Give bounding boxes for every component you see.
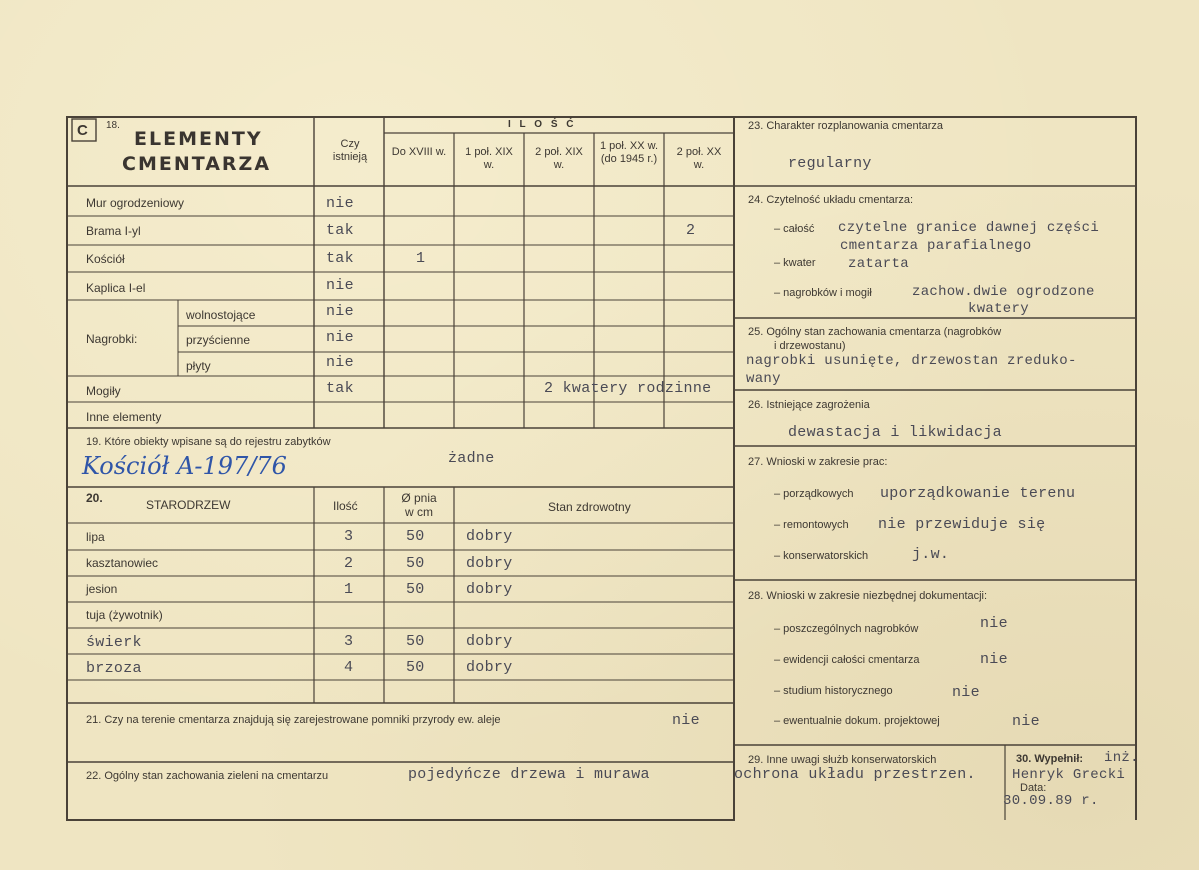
col-tree-count-header: Ilość (333, 499, 358, 513)
section-19-label: 19. Które obiekty wpisane są do rejestru zabytków (86, 436, 331, 448)
col-tree-diameter-header-2: w cm (405, 505, 433, 519)
row-exists-brama: tak (326, 222, 354, 239)
row-exists-kaplica: nie (326, 277, 354, 294)
section-30-date-value: 30.09.89 r. (1003, 793, 1099, 809)
nagrobki-sub-plyty: płyty (186, 359, 211, 373)
section-c-mark: C (77, 122, 88, 139)
tree-health-jesion: dobry (466, 581, 513, 598)
section-24-kwater-label: – kwater (774, 257, 816, 269)
section-24-calosc-value-2: cmentarza parafialnego (840, 238, 1032, 254)
section-30-label: 30. Wypełnił: (1016, 753, 1084, 765)
tree-diameter-jesion: 50 (406, 581, 425, 598)
row-exists-mur: nie (326, 195, 354, 212)
nagrobki-sub-przyscienne: przyścienne (186, 333, 251, 347)
row-label-mur: Mur ogrodzeniowy (86, 196, 185, 210)
row-mogily-note: 2 kwatery rodzinne (544, 380, 712, 397)
nagrobki-exists-wolnostojace: nie (326, 303, 354, 320)
nagrobki-label: Nagrobki: (86, 332, 138, 346)
section-28-item-label-2: – studium historycznego (774, 685, 893, 697)
tree-health-kasztanowiec: dobry (466, 555, 513, 572)
section-28-item-label-0: – poszczególnych nagrobków (774, 623, 919, 635)
section-29-label: 29. Inne uwagi służb konserwatorskich (748, 754, 937, 766)
tree-diameter-lipa: 50 (406, 528, 425, 545)
nagrobki-exists-przyscienne: nie (326, 329, 354, 346)
tree-name-brzoza: brzoza (86, 660, 142, 677)
section-30-value-2: Henryk Grecki (1012, 767, 1126, 783)
row-label-inne: Inne elementy (86, 410, 162, 424)
section-24-kwater-value: zatarta (848, 256, 909, 272)
tree-count-swierk: 3 (344, 633, 354, 650)
section-28-item-value-1: nie (980, 651, 1008, 668)
section-23-label: 23. Charakter rozplanowania cmentarza (748, 120, 944, 132)
row-kosciol-count-xviii: 1 (416, 250, 426, 267)
section-24-nagrobkow-value-2: kwatery (968, 301, 1029, 317)
section-24-nagrobkow-label: – nagrobków i mogił (774, 287, 872, 299)
section-20-title: STARODRZEW (146, 498, 231, 512)
row-brama-count-2pol-xx: 2 (686, 222, 696, 239)
tree-name-kasztanowiec: kasztanowiec (86, 556, 159, 570)
tree-count-brzoza: 4 (344, 659, 354, 676)
section-20-number: 20. (86, 491, 103, 505)
section-25-label-2: i drzewostanu) (774, 340, 846, 352)
tree-health-lipa: dobry (466, 528, 513, 545)
row-label-kosciol: Kościół (86, 252, 125, 266)
section-25-label-1: 25. Ogólny stan zachowania cmentarza (nagrobków (748, 326, 1002, 338)
row-label-mogily: Mogiły (86, 384, 121, 398)
section-27-item-value-0: uporządkowanie terenu (880, 485, 1076, 502)
tree-health-swierk: dobry (466, 633, 513, 650)
tree-count-kasztanowiec: 2 (344, 555, 354, 572)
tree-diameter-kasztanowiec: 50 (406, 555, 425, 572)
section-30-date-label: Data: (1020, 782, 1047, 794)
col-tree-health-header: Stan zdrowotny (548, 500, 631, 514)
period-header-2: 2 poł. XIX w. (535, 146, 583, 171)
period-header-4: 2 poł. XX w. (676, 146, 722, 171)
section-24-calosc-value-1: czytelne granice dawnej części (838, 220, 1100, 236)
section-24-label: 24. Czytelność układu cmentarza: (748, 194, 914, 206)
period-header-1: 1 poł. XIX w. (465, 146, 513, 171)
section-18-title-line2: CMENTARZA (122, 153, 272, 175)
period-header-0: Do XVIII w. (391, 146, 447, 158)
section-28-item-value-2: nie (952, 684, 980, 701)
tree-count-jesion: 1 (344, 581, 354, 598)
tree-health-brzoza: dobry (466, 659, 513, 676)
section-27-item-value-1: nie przewiduje się (878, 516, 1046, 533)
section-27-item-label-2: – konserwatorskich (774, 550, 869, 562)
tree-name-swierk: świerk (86, 634, 142, 651)
col-tree-diameter-header-1: Ø pnia (401, 491, 437, 505)
col-exists-header: Czy istnieją (332, 138, 368, 163)
section-25-value-2: wany (746, 371, 781, 387)
section-27-item-label-0: – porządkowych (774, 488, 854, 500)
section-28-item-value-3: nie (1012, 713, 1040, 730)
tree-diameter-swierk: 50 (406, 633, 425, 650)
section-19-typed: żadne (448, 450, 495, 467)
tree-name-jesion: jesion (86, 582, 118, 596)
section-29-value: ochrona układu przestrzen. (734, 766, 976, 783)
nagrobki-exists-plyty: nie (326, 354, 354, 371)
section-22-value: pojedyńcze drzewa i murawa (408, 766, 650, 783)
section-30-value-1: inż. (1104, 750, 1139, 766)
section-25-value-1: nagrobki usunięte, drzewostan zreduko- (746, 353, 1077, 369)
section-27-item-value-2: j.w. (912, 546, 950, 563)
row-exists-mogily: tak (326, 380, 354, 397)
tree-name-tuja: tuja (żywotnik) (86, 608, 163, 622)
section-18-title-line1: ELEMENTY (134, 128, 263, 150)
section-28-item-value-0: nie (980, 615, 1008, 632)
section-23-value: regularny (788, 155, 872, 172)
section-26-value: dewastacja i likwidacja (788, 424, 1002, 441)
section-28-item-label-1: – ewidencji całości cmentarza (774, 654, 920, 666)
section-18-number: 18. (106, 120, 120, 131)
period-header-3: 1 poł. XX w. (do 1945 r.) (599, 140, 659, 165)
section-19-handwritten: Kościół A-197/76 (82, 452, 287, 480)
section-21-value: nie (672, 712, 700, 729)
row-label-brama: Brama I-yl (86, 224, 141, 238)
section-26-label: 26. Istniejące zagrożenia (748, 399, 870, 411)
section-22-label: 22. Ogólny stan zachowania zieleni na cmentarzu (86, 770, 329, 782)
section-28-item-label-3: – ewentualnie dokum. projektowej (774, 715, 940, 727)
row-exists-kosciol: tak (326, 250, 354, 267)
section-24-nagrobkow-value-1: zachow.dwie ogrodzone (912, 284, 1095, 300)
tree-name-lipa: lipa (86, 530, 105, 544)
section-28-label: 28. Wnioski w zakresie niezbędnej dokumentacji: (748, 590, 988, 602)
section-21-label: 21. Czy na terenie cmentarza znajdują się zarejestrowane pomniki przyrody ew. aleje (86, 714, 501, 726)
col-count-header: I L O Ś Ć (508, 119, 577, 130)
nagrobki-sub-wolnostojace: wolnostojące (186, 308, 256, 322)
tree-count-lipa: 3 (344, 528, 354, 545)
tree-diameter-brzoza: 50 (406, 659, 425, 676)
section-27-item-label-1: – remontowych (774, 519, 849, 531)
section-24-calosc-label: – całość (774, 223, 815, 235)
section-27-label: 27. Wnioski w zakresie prac: (748, 456, 888, 468)
row-label-kaplica: Kaplica I-el (86, 281, 146, 295)
